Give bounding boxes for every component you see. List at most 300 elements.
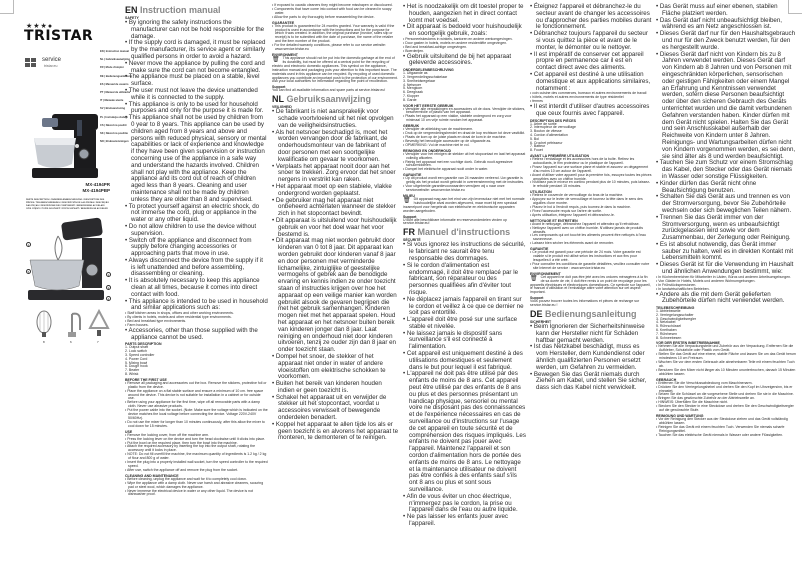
text: Appuyez sur le levier de verrouillage et tournez la tête dans le sens des aiguilles d'une montre.: [532, 197, 643, 206]
text: Schalten Sie das Gerät aus und trennen es von der Stromversorgung, bevor Sie Zubehörteile wechseln oder sich beweglichen Teilen nähern.: [659, 193, 792, 214]
callout-5: 5: [27, 270, 30, 274]
text: coin cuisine des commerces, bureaux et autres environnements de travail: [532, 91, 647, 96]
text: Si le cordon d'alimentation est endommagé, il doit être remplacé par le fabricant, son réparateur ou des personnes qualifiées afin d'éviter tout risque.: [406, 261, 519, 296]
language-item: ES | Manual de usuario: [100, 82, 129, 86]
safety-bullet: [125, 74, 268, 88]
text: Retirez l'emballage et les accessoires hors de la boîte. Retirez les autocollants, le film protecteur ou le plastique de l'appareil.: [532, 157, 635, 165]
safety-bullet: [656, 18, 796, 32]
text: Vor der Reinigung den Stecker aus der Steckdose ziehen und das Gerät vollständig abkühlen lassen.: [658, 416, 788, 425]
text: Si vous ignorez les instructions de sécurité, le fabricant ne saurait être tenu responsable des dommages.: [406, 241, 526, 262]
language-code: NL: [272, 94, 284, 105]
text: Afin de vous éviter un choc électrique, n'immergez pas le cordon, la prise ou l'appareil dans de l'eau ou autre liquide.: [406, 492, 518, 514]
text: De fabrikant is niet aansprakelijk voor schade voortvloeiend uit het niet opvolgen van de veiligheidsinstructies.: [275, 108, 394, 129]
text: Reinigen Sie das Gerät mit einem feuchten Tuch. Verwenden Sie niemals scharfe Reinigungsmittel.: [658, 424, 785, 433]
language-item: SK | Návod na použitie: [100, 131, 128, 135]
text: Wipe the appliance with a damp cloth. Never use harsh and abrasive cleaners, scouring pad or steel wool, which damages the appliance.: [127, 480, 264, 489]
text: TEILEBESCHREIBUNG: [656, 306, 695, 311]
text: If the supply cord is damaged, it must be replaced by the manufacturer, its service agent or similarly qualified persons in order to avoid a hazard.: [128, 39, 266, 60]
safety-bullet: [272, 381, 399, 395]
brand-stars: ★★★●: [26, 23, 54, 30]
language-item: FR | Mode d'emploi: [100, 66, 124, 70]
text: Andere als die mit dem Gerät gelieferten Zubehörteile dürfen nicht verwendet werden.: [659, 290, 785, 305]
text: Dompel het elektrische apparaat nooit onder in water.: [405, 167, 489, 172]
text: Das Gerät muss auf einer ebenen, stabilen Fläche platziert werden.: [659, 3, 778, 17]
language-item: IT | Manuale utente: [100, 99, 124, 103]
small-bullet: [272, 44, 399, 52]
weee-bin-icon: 🗑: [530, 275, 538, 282]
text: Tauchen Sie das elektrische Gerät niemals in Wasser oder andere Flüssigkeiten.: [658, 432, 784, 437]
safety-bullet: [403, 514, 526, 528]
text: Cet appareil est uniquement destiné à des utilisations domestiques et seulement dans le but pour lequel il est fabriqué.: [406, 350, 523, 371]
small-bullet: [125, 469, 268, 473]
text: L'appareil ne doit pas être utilisé par des enfants de moins de 8 ans. Cet appareil peut être utilisé par des enfants de 8 ans ou plus et des personnes présentant un handicap physique, sensoriel ou mental voire ne disposant pas des connaissances et de l'expérience nécessaires en cas de surveillance ou d'instructions sur l'usage de cet appareil en toute sécurité et de compréhension des risques impliqués. Les enfants ne doivent pas jouer avec l'appareil. Maintenez l'appareil et son cordon d'alimentation hors de portée des enfants de moins de 8 ans. Le nettoyage et la maintenance utilisateur ne doivent pas être confiés à des enfants sauf s'ils ont 8 ans ou plus et sont sous surveillance.: [406, 370, 526, 494]
text: After use, switch the appliance off and remove the plug from the socket.: [127, 467, 239, 472]
text: Verwijder de afdekking van de machinearm.: [405, 127, 474, 132]
text: Bed and breakfast type environments.: [127, 319, 187, 324]
text: U kunt alle beschikbare informatie en reserveonderdelen vinden op service.tristar.eu!: [403, 217, 507, 226]
text: Benutzen Sie den Mixer nicht länger als 10 Minuten ununterbrochen, danach 15 Minuten abkühlen lassen.: [658, 367, 796, 376]
text: Pour connaître les conditions de garantie détaillées, veuillez consulter notre site Internet de service : www.service.tristar.eu: [532, 261, 650, 270]
text: This product is guaranteed for 24 months granted. Your warranty is valid if the product is used in accordance with the instructions and for the purpose for which it was created. In addition, the original purchase (invoice, sales slip or receipt) is to be submitted with the date of purchase, the name of the retailer and the item number of the product.: [274, 23, 395, 44]
parts-list: [656, 310, 796, 340]
text: Stellen Sie das Gerät auf eine ebene, stabile Fläche und lassen Sie um das Gerät herum mindestens 10 cm Freiraum.: [658, 352, 796, 361]
text: Reinig het apparaat met een vochtige doek. Gebruik nooit agressieve schuurmiddelen.: [405, 159, 513, 168]
text: Plaats het apparaat op een vlakke, stabiele ondergrond en zorg voor minimaal 10 cm vrije ruimte rondom het apparaat.: [405, 114, 512, 123]
paragraph: [403, 219, 526, 227]
safety-bullet: [272, 198, 399, 218]
text: By ignoring the safety instructions the manufacturer can not be hold responsible for the damage.: [128, 19, 265, 40]
text: hôtels, motels et autres environnements de type résidentiel: [532, 95, 624, 100]
safety-bullet: [656, 4, 796, 18]
text: Staff kitchen areas in shops, offices and other working environments.: [127, 311, 234, 316]
text: This appliance should not be put into the domestic garbage at the end of its durability, but must be offered at a central point for the recycling of electric and electronic domestic appliances. This symbol on the appliance, instruction manual and packaging puts your attention to this important issue. The materials used in this appliance can be recycled. By recycling of used domestic appliances you contribute an important push to the protection of our environment. Ask your local authorities for information regarding the point of recollection.: [272, 55, 398, 84]
text: Tauchen Sie zum Schutz vor einem Stromschlag das Kabel, den Stecker oder das Gerät niemals in Wasser oder sonstige Flüssigkeiten.: [659, 159, 793, 180]
safety-bullet: [530, 324, 652, 344]
text: 1. Uitgaande as 2. Vergrendelingsschakelaar 3. Snelheidsregelaar 4. Netsnoer 5. Mengkom 6. Deeghaak 7. Klopper 8. Garde: [403, 71, 448, 102]
language-code: EN: [125, 5, 138, 15]
safety-bullet: [656, 181, 796, 195]
text: Attach the required accessory by inserting the top into the output shaft, rotating the accessory until it locks in place.: [127, 444, 256, 453]
accessory-label-whisk: 8: [43, 340, 45, 344]
small-bullet: [403, 115, 526, 123]
text: VEILIGHEID: [272, 105, 292, 110]
text: Il est interdit d'utiliser d'autres accessoires que ceux fournis avec l'appareil.: [533, 103, 650, 117]
text: GARANTIE: [530, 247, 549, 252]
language-section-title: [530, 309, 652, 319]
text: Dit apparaat is bedoeld voor huishoudelijk en soortgelijk gebruik, zoals:: [406, 23, 522, 38]
small-bullet: [125, 421, 268, 429]
language-item: NO | Bruksanvisningen: [100, 140, 129, 144]
language-list: [100, 50, 133, 148]
safety-bullet: [272, 395, 399, 422]
safety-bullet: [403, 351, 526, 371]
safety-bullet: [530, 4, 652, 31]
text: Il est impératif de conserver cet appareil propre en permanence car il est en contact direct avec des aliments.: [533, 50, 644, 72]
text: Het is noodzakelijk om dit toestel proper te houden, aangezien het in direct contact komt met voedsel.: [406, 3, 524, 24]
safety-bullet: [272, 130, 399, 164]
text: Les composants qui ont touché les aliments peuvent être nettoyés à l'eau savonneuse.: [532, 233, 646, 242]
parts-list: [125, 346, 268, 376]
safety-bullet: [656, 262, 796, 276]
callout-4: 4: [107, 297, 110, 301]
text: Druk op de vergrendelingshendel en draai de kop rechtsom tot deze vastklikt.: [405, 131, 526, 136]
safety-bullet: [125, 40, 268, 60]
safety-bullet: [403, 4, 526, 24]
safety-bullet: [403, 494, 526, 514]
text: PARTS DESCRIPTION: [125, 342, 162, 347]
accessory-label-dough-hook: 6: [70, 340, 72, 344]
language-item: PT | Manual de utilizador: [100, 90, 131, 94]
text: Dit apparaat mag aan het eind van zijn levensduur niet met het normale huishoudelijke afval worden afgevoerd, maar moet bij een speciaal inzamelpunt voor hergebruik van elektrische en elektronische apparaten worden aangeboden.: [403, 196, 525, 213]
manual-title: Gebruiksaanwijzing: [286, 94, 372, 105]
text: Ne pas laisser les enfants jouer avec l'appareil.: [406, 513, 509, 527]
text: Es ist absolut notwendig, das Gerät immer sauber zu halten, weil es in direkten Kontakt mit Lebensmitteln kommt.: [659, 240, 794, 262]
text: Remove the locking cover, from off the machine arm.: [127, 432, 210, 437]
text: Cet appareil est destiné à une utilisation domestique et aux applications similaires, notamment :: [533, 70, 651, 92]
language-item: PL | Instrukcja obsługi: [100, 115, 128, 119]
text: ENVIRONNEMENT: [530, 271, 561, 276]
text: This appliance is only to be used for household purposes and only for the purpose it is made for.: [128, 100, 264, 115]
text: ONDERDELENBESCHRIJVING: [403, 68, 454, 73]
text: If exposed to caustic cleaners they might become misshapen or discoloured.: [274, 3, 393, 7]
safety-bullet: [272, 218, 399, 238]
safety-bullet: [656, 215, 796, 242]
safety-bullet: [125, 278, 268, 298]
text: Never immerse the electrical device in water or any other liquid. The device is not dishwasher proof.: [127, 488, 254, 497]
language-item: CS | Návod na použití: [100, 123, 127, 127]
text: GUARANTEE: [272, 20, 295, 25]
text: Après utilisation, éteignez l'appareil et débranchez-le.: [532, 212, 615, 217]
service-icons: [25, 58, 36, 67]
text: Support: [403, 214, 417, 219]
safety-bullet: [272, 109, 399, 129]
model-numbers: MX-4194PR MX-4194PBP: [82, 182, 110, 193]
text: MILIEU: [403, 193, 415, 198]
text: Before cleaning, unplug the appliance and wait for it to completely cool down.: [127, 476, 247, 481]
text: In landwirtschaftlichen Betrieben.: [658, 286, 710, 291]
safety-bullet: [403, 371, 526, 493]
paragraph: [530, 300, 652, 308]
text: Before using your appliance for the first time, wipe off all removable parts with a damp cloth. Never use abrasive products.: [127, 400, 261, 409]
text: Press the locking lever on the device and turn the head clockwise until it clicks into place.: [127, 436, 266, 441]
safety-bullet: [403, 263, 526, 297]
text: 1. Output shaft 2. Lock switch 3. Speed controller 4. Power Cord 5. Mixing bowl 6. Dough hook 7. Beater 8. Whisk: [125, 345, 155, 377]
text: Bewegen Sie das Gerät niemals durch Ziehen am Kabel, und stellen Sie sicher, dass sich das Kabel nicht verwickelt.: [533, 370, 647, 392]
text: Débranchez toujours l'appareil du secteur si vous quittez la pièce et avant de le monter, le démonter ou le nettoyer.: [533, 30, 648, 51]
text: GARANTIE: [403, 173, 422, 178]
text: Ne laissez jamais le dispositif sans surveillance s'il est connecté à l'alimentation.: [406, 329, 503, 351]
text: It is absolutely necessary to keep this appliance clean at all times, because it comes into direct contact with food.: [128, 277, 260, 298]
text: Buiten het bereik van kinderen houden indien er geen toezicht is.: [275, 380, 382, 394]
accessories-diagram: [34, 308, 114, 344]
language-code: DE: [530, 309, 543, 320]
column-de: [656, 4, 796, 438]
text: Avant le nettoyage, débranchez l'appareil et attendez qu'il refroidisse.: [532, 221, 640, 226]
column-en: [125, 4, 268, 497]
safety-bullet: [403, 297, 526, 317]
text: DESCRIPTION DES PIÈCES: [530, 118, 576, 123]
paragraph: [272, 89, 399, 93]
safety-bullet: [272, 354, 399, 381]
text: Do not allow children to use the device without supervision.: [128, 222, 257, 237]
callout-3: 3: [107, 286, 110, 290]
text: Bevestig het benodigde accessoire op de uitgaande as.: [405, 138, 492, 143]
safety-bullet: [530, 31, 652, 51]
safety-bullet: [403, 317, 526, 331]
safety-bullet: [656, 194, 796, 214]
text: Nehmen Sie alle Verpackungsteile und Zubehör aus der Verpackung. Entfernen Sie die Aufkleber, Schutzfolie oder Plastik vom Gerät.: [658, 344, 794, 353]
language-code: FR: [403, 227, 415, 238]
text: This appliance is intended to be used in household and similar applications such as:: [128, 297, 268, 312]
text: The appliance must be placed on a stable, level surface.: [128, 73, 260, 88]
text: SAFETY: [125, 16, 139, 20]
text: Verwijder voor het reinigen de stekker uit het stopcontact en laat het apparaat volledig afkoelen.: [405, 151, 526, 160]
safety-bullet: [403, 54, 526, 68]
small-bullet: [403, 144, 526, 148]
column-fr-de: [530, 4, 652, 392]
text: Von Gästen in Hotels, Motels und anderen Wohnumgebungen.: [658, 278, 756, 283]
text: Op dit product wordt een garantie van 24 maanden verleend. Uw garantie is geldig als het product wordt gebruikt in overeenstemming met de instructies.: [405, 176, 525, 185]
safety-bullet: [403, 331, 526, 351]
text: USE: [125, 429, 133, 434]
language-item: SV | Bruksanvisning: [100, 107, 126, 111]
text: Schakel het apparaat uit en verwijder de stekker uit het stopcontact, voordat u accessoires verwisselt of bewegende onderdelen benadert.: [275, 393, 387, 422]
text: Plaats de kom op de juiste plaats en draai de kom in de machine.: [405, 135, 507, 140]
text: By clients in hotels, motels and other residential type environments.: [127, 315, 232, 320]
text: Put the bowl on the required place, then turn the bowl into the machine.: [127, 440, 238, 445]
text: Dieses Gerät darf nur für den Haushaltsgebrauch und nur für den Zweck benutzt werden, für den es hergestellt wurde.: [659, 30, 796, 51]
safety-bullet: [656, 31, 796, 51]
safety-bullet: [530, 372, 652, 392]
parts-list: [403, 72, 526, 102]
text: Cet appareil ne doit pas être jeté avec les ordures ménagères à la fin de sa durée de vie, il doit être remis à un point de recyclage pour les appareils électriques et électroniques domestiques. Ce symbole sur l'appareil, le manuel d'utilisation et l'emballage attire votre attention sur cet aspect important.: [530, 274, 651, 295]
text: Retirez le couvercle de verrouillage du bras de la machine.: [532, 193, 624, 198]
text: Entfernen Sie die Verschlussabdeckung vom Maschinenarm.: [658, 380, 753, 385]
manual-title: Instruction manual: [140, 5, 221, 15]
safety-bullet: [125, 88, 268, 102]
language-item: EN | Instruction manual: [100, 50, 129, 53]
small-bullet: [530, 214, 652, 218]
tristar-logo: TRISTAR: [24, 28, 94, 44]
text: HINWEIS: Überfüllen Sie die Maschine nicht.: [658, 400, 729, 405]
text: Fixez l'accessoire requis sur l'arbre de sortie.: [532, 208, 603, 213]
text: Dit apparaat is uitsluitend voor huishoudelijk gebruik en voor het doel waar het voor bestemd is.: [275, 216, 397, 238]
small-bullet: [530, 263, 652, 271]
safety-bullet: [125, 20, 268, 40]
safety-bullet: [125, 102, 268, 116]
text: VOOR HET EERSTE GEBRUIK: [403, 103, 454, 108]
text: Dieses Gerät darf nicht von Kindern bis zu 8 Jahren verwendet werden. Dieses Gerät darf von Kindern ab 8 Jahren und von Personen mit eingeschränkten körperlichen, sensorischen oder geistigen Fähigkeiten oder einem Mangel an Erfahrung und Kenntnissen verwendet werden, sofern diese Personen beaufsichtigt oder über den sicheren Gebrauch des Geräts unterrichtet wurden und die damit verbundenen Gefahren verstanden haben. Kinder dürfen mit dem Gerät nicht spielen. Halten Sie das Gerät und sein Anschlusskabel außerhalb der Reichweite von Kindern unter 8 Jahren. Reinigungs- und Wartungsarbeiten dürfen nicht von Kindern vorgenommen werden, es sei denn, sie sind älter als 8 und werden beaufsichtigt.: [659, 50, 796, 160]
language-item: NL | Gebruiksaanwijzing: [100, 58, 130, 62]
text: Allow the parts to dry thoroughly before reassembling the device.: [274, 14, 375, 19]
text: Posez l'appareil sur une surface plane et stable et assurez un dégagement d'au moins 10 cm autour de l'appareil.: [532, 164, 649, 173]
text: Farm houses.: [127, 322, 149, 327]
text: Das Gerät darf nicht unbeaufsichtigt bleiben, während es am Netz angeschlossen ist.: [659, 16, 782, 31]
text: Door gasten in hotels, motels en andere residentiële omgevingen.: [405, 40, 508, 45]
text: Trennen Sie das Gerät immer von der Stromversorgung, wenn es unbeaufsichtigt zurückgelassen wird sowie vor dem Zusammenbau, der Zerlegung oder Reinigung.: [659, 213, 791, 242]
text: Dieses Gerät ist für die Verwendung im Haushalt und ähnlichen Anwendungen bestimmt, wie:: [659, 261, 794, 276]
text: This appliance shall not be used by children from 0 year to 8 years. This appliance can be used by children aged from 8 years and above and persons with reduced physical, sensory or mental capabilities or lack of experience and knowledge if they have been given supervision or instruction concerning use of the appliance in a safe way and understand the hazards involved. Children shall not play with the appliance. Keep the appliance and its cord out of reach of children aged less than 8 years. Cleaning and user maintenance shall not be made by children unless they are older than 8 and supervised.: [128, 114, 267, 203]
small-bullet: [403, 168, 526, 172]
text: CLEANING AND MAINTENANCE: [125, 473, 179, 478]
safety-bullet: [125, 238, 268, 258]
safety-bullet: [403, 24, 526, 38]
small-bullet: [125, 490, 268, 498]
text: The user must not leave the device unattended while it is connected to the supply.: [128, 86, 258, 101]
small-bullet: [656, 434, 796, 438]
text: Support: [530, 296, 544, 301]
safety-bullet: [272, 422, 399, 442]
text: ENVIRONMENT: [272, 52, 298, 57]
text: NETTOYAGE ET ENTRETIEN: [530, 218, 578, 223]
text: Put the power cable into the socket. (Note: Make sure the voltage which is indicated on the device matches the local voltage before connecting the device. Voltage 220V-240V 50/60Hz).: [127, 408, 268, 421]
text: Never move the appliance by pulling the cord and make sure the cord can not become entangled.: [128, 59, 265, 74]
manual-title: Bedienungsanleitung: [545, 309, 637, 320]
safety-bullet: [656, 242, 796, 262]
text: In Küchenbereichen für Mitarbeiter in Läden, Büros und anderen Arbeitsumgebungen.: [658, 274, 792, 279]
text: Verplaats het apparaat nooit door aan het snoer te trekken. Zorg ervoor dat het snoer nergens in verstrikt kan raken.: [275, 162, 396, 184]
mixer-diagram: [24, 218, 106, 303]
service-logo: service tristar.eu: [42, 57, 62, 68]
small-bullet: [403, 185, 526, 193]
text: REINIGING EN ONDERHOUD: [403, 148, 452, 153]
text: 1. Arbre de sortie 2. Interrupteur de verrouillage 3. Bouton de vitesse 4. Cordon d'alimentation 5. Bol 6. Crochet pétrisseur 7. Batteur 8. Fouet: [530, 121, 576, 153]
text: Nettoyez l'appareil avec un chiffon humide. N'utilisez jamais de produits abrasifs.: [532, 225, 644, 234]
safety-bullet: [656, 160, 796, 180]
text: Place the appliance on a flat stable surface and ensure a minimum of 10 cm. free space around the device. This device is not suitable for installation in a cabinet or for outside use.: [127, 388, 264, 401]
small-bullet: [272, 25, 399, 45]
text: Éteignez l'appareil et débranchez-le du secteur avant de changer les accessoires ou d'approcher des parties mobiles durant le fonctionnement.: [533, 3, 652, 31]
text: OPMERKING: Vul de machine niet te vol.: [405, 142, 470, 147]
small-bullet: [656, 405, 796, 413]
text: Bed and breakfast-achtige omgevingen.: [405, 44, 468, 49]
safety-bullet: [125, 224, 268, 238]
language-section-title: [125, 5, 268, 15]
accessory-label-beater: 7: [97, 340, 99, 344]
paragraph: [403, 198, 526, 214]
column-en-nl: [272, 4, 399, 442]
text: Components that have come into contact with food can be cleaned in soapy water.: [274, 6, 392, 15]
text: Accessories, other than those supplied with the appliance cannot be used.: [128, 326, 258, 341]
text: Insert the plug into a properly installed wall socket, turn the speed controller to the required speed.: [127, 460, 268, 468]
small-bullet: [656, 369, 796, 377]
paragraph: [530, 276, 652, 296]
text: SÉCURITÉ: [403, 238, 421, 243]
text: GEBRAUCH: [656, 377, 677, 382]
safety-bullet: [125, 258, 268, 278]
text: SICHERHEIT: [530, 320, 552, 325]
weee-bin-icon: 🗑: [403, 197, 411, 204]
text: Avant d'utiliser votre appareil pour la première fois, essuyez toutes les pièces amovibles avec un chiffon humide.: [532, 172, 652, 181]
text: fermes: [532, 99, 543, 104]
text: Stecken Sie den Stecker in eine Steckdose und drehen Sie den Geschwindigkeitsregler auf die gewünschte Stufe.: [658, 404, 794, 413]
safety-bullet: [656, 52, 796, 161]
text: BEFORE THE FIRST USE: [125, 377, 167, 382]
language-section-title: [403, 227, 526, 237]
text: Remove all packaging and accessories out the box. Remove the stickers, protective foil or plastic from the device.: [127, 380, 267, 389]
text: Dompel het snoer, de stekker of het apparaat niet onder in water of andere vloeistoffen om elektrische schokken te voorkomen.: [275, 352, 386, 381]
text: AVANT LA PREMIÈRE UTILISATION: [530, 154, 589, 159]
text: REINIGUNG UND WARTUNG: [656, 413, 704, 418]
callout-1: 1: [27, 243, 30, 247]
text: Vous pouvez trouver toutes les informations et pièces de rechange sur service.tristar.eu !: [530, 299, 640, 308]
text: Switch off the appliance and disconnect from supply before changing accessories or approaching parts that move in use.: [128, 236, 252, 258]
safety-bullet: [656, 292, 796, 306]
text: Setzen Sie die Schüssel an die vorgesehene Stelle und drehen Sie sie in die Maschine.: [658, 392, 794, 397]
text: Als het netsnoer beschadigd is, moet het worden vervangen door de fabrikant, de onderhoudsmonteur van de fabrikant of door personen met een soortgelijke kwalificatie om gevaar te voorkomen.: [275, 128, 388, 163]
text: Dit apparaat mag niet worden gebruikt door kinderen van 0 tot 8 jaar. Dit apparaat kan worden gebruikt door kinderen vanaf 8 jaar en door personen met verminderde lichamelijke, zintuiglijke of geestelijke vermogens of gebrek aan de benodigde ervaring en kennis indien ze onder toezicht staan of instructies krijgen over hoe het apparaat op een veilige manier kan worden gebruikt alsook de gevaren begrijpen die met het gebruik samenhangen. Kinderen mogen niet met het apparaat spelen. Houd het apparaat en het netsnoer buiten bereik van kinderen jonger dan 8 jaar. Laat reiniging en onderhoud niet door kinderen uitvoeren, tenzij ze ouder zijn dan 8 jaar en onder toezicht staan.: [275, 237, 397, 354]
parts-list: [530, 123, 652, 153]
safety-bullet: [125, 61, 268, 75]
text: De gebruiker mag het apparaat niet onbeheerd achterlaten wanneer de stekker zich in het stopcontact bevindt.: [275, 196, 396, 218]
safety-bullet: [403, 242, 526, 262]
text: Verwijder alle verpakkingen en accessoires uit de doos. Verwijder de stickers, beschermfolie of plastic van het apparaat.: [405, 106, 526, 115]
text: Ist das Netzkabel beschädigt, muss es vom Hersteller, dem Kundendienst oder ähnlich qualifizierten Personen ersetzt werden, um Gefahren zu vermeiden.: [533, 343, 645, 371]
text: Boerderijen.: [405, 48, 425, 53]
safety-bullet: [272, 164, 399, 184]
small-bullet: [530, 181, 652, 189]
text: Bringen Sie das gewünschte Zubehör an der Abtriebswelle an.: [658, 396, 755, 401]
small-bullet: [272, 16, 399, 20]
manual-title: Manuel d'instructions: [417, 227, 511, 238]
weee-bin-icon: 🗑: [272, 56, 280, 63]
small-bullet: [530, 242, 652, 246]
safety-bullet: [125, 328, 268, 342]
text: Do not use the mixer for longer than 10 minutes continuously, after this allow the mixer to cool down for 15 minutes.: [127, 419, 265, 428]
parts-description-caption: PARTS DESCRIPTION / ONDERDELENBESCHRIJVING / DESCRIPTION DES PIÈCES / TEILEBESCHREIBUNG / DESCRIPCIÓN DE LAS PIEZAS / DESCRIÇÃO DAS PEÇAS / DESCRIZIONE DEI COMPONENTI / BESKRIVNING AV DELAR / OPIS CZĘŚCI / POPIS SOUČÁSTÍ / POPIS SÚČASTÍ / BESKRIVELSE AV DELER: [26, 199, 109, 210]
text: Support: [272, 85, 286, 90]
safety-bullet: [272, 238, 399, 354]
safety-bullet: [272, 184, 399, 198]
text: Placez le bol à l'endroit requis, puis tournez-le dans la machine.: [532, 205, 631, 210]
text: Het apparaat moet op een stabiele, vlakke ondergrond worden geplaatst.: [275, 182, 392, 197]
text: VOR DER ERSTEN INBETRIEBNAHME: [656, 341, 720, 346]
text: Gebruik uitsluitend de bij het apparaat geleverde accessoires.: [406, 52, 512, 67]
text: Koppel het apparaat te allen tijde los als er geen toezicht is en alvorens het apparaat te monteren, te demonteren of te reinigen.: [275, 420, 399, 442]
text: Beim Ignorieren der Sicherheitshinweise kann der Hersteller nicht für Schäden haftbar gemacht werden.: [533, 323, 645, 344]
mixer-product-photo: [22, 112, 100, 182]
language-section-title: [272, 94, 399, 104]
text: Ne déplacez jamais l'appareil en tirant sur le cordon et veillez à ce que ce dernier ne soit pas entortillé.: [406, 295, 524, 317]
text: GEBRUIK: [403, 124, 420, 129]
language-item: DE | Bedienungsanleitung: [100, 74, 133, 78]
callout-2: 2: [107, 273, 110, 277]
text: L'appareil doit être posé sur une surface stable et nivelée.: [406, 316, 518, 330]
text: NOTE: Do not fill overfill the machine, the maximum quantity of ingredients is 1.2 kg / 2 kg of flour and 800 g of water.: [127, 452, 267, 461]
text: Drücken Sie den Verriegelungshebel und drehen Sie den Kopf im Uhrzeigersinn, bis er einrastet.: [658, 384, 793, 393]
safety-bullet: [125, 204, 268, 224]
text: You can find all available information and spare parts at service.tristar.eu!: [272, 88, 386, 93]
safety-bullet: [125, 115, 268, 203]
text: In Frühstückspensionen.: [658, 282, 697, 287]
text: Kinder dürfen das Gerät nicht ohne Beaufsichtigung benutzen.: [659, 179, 757, 194]
text: Always disconnect the device from the supply if it is left unattended and before assembling, disassembling or cleaning.: [128, 256, 264, 278]
text: Ce produit est garanti pour une période de 24 mois. Votre garantie est valable si le produit est utilisé selon les instructions et aux fins pour lesquelles il a été créé.: [532, 250, 641, 262]
safety-bullet: [530, 104, 652, 118]
column-nl-fr: [403, 4, 526, 528]
text: Wischen Sie vor dem ersten Gebrauch alle abnehmbaren Teile mit einem feuchten Tuch ab.: [658, 360, 795, 368]
text: 1. Abtriebswelle 2. Verriegelungsschalter 3. Geschwindigkeitsregler 4. Netzkabel 5. Rührschüssel 6. Knethaken 7. Rührbesen 8. Schneebesen: [656, 309, 697, 340]
text: UTILISATION: [530, 190, 552, 195]
text: Voor uitgebreide garantievoorwaarden verwijzen wij u naar onze servicewebsite: www.service.tristar.eu: [405, 184, 505, 192]
text: N'utilisez pas le mixeur en continu pendant plus de 10 minutes, puis laissez-le refroidir pendant 15 minutes.: [532, 180, 651, 189]
text: Personeelskeukens in winkels, kantoren en andere werkomgevingen.: [405, 36, 513, 41]
text: For the detailed warranty conditions, please refer to our service website: www.service.tristar.eu: [274, 43, 386, 52]
safety-bullet: [530, 344, 652, 371]
text: Laissez bien sécher les éléments avant de remonter.: [532, 241, 614, 246]
safety-bullet: [530, 72, 652, 92]
paragraph: [272, 57, 399, 84]
